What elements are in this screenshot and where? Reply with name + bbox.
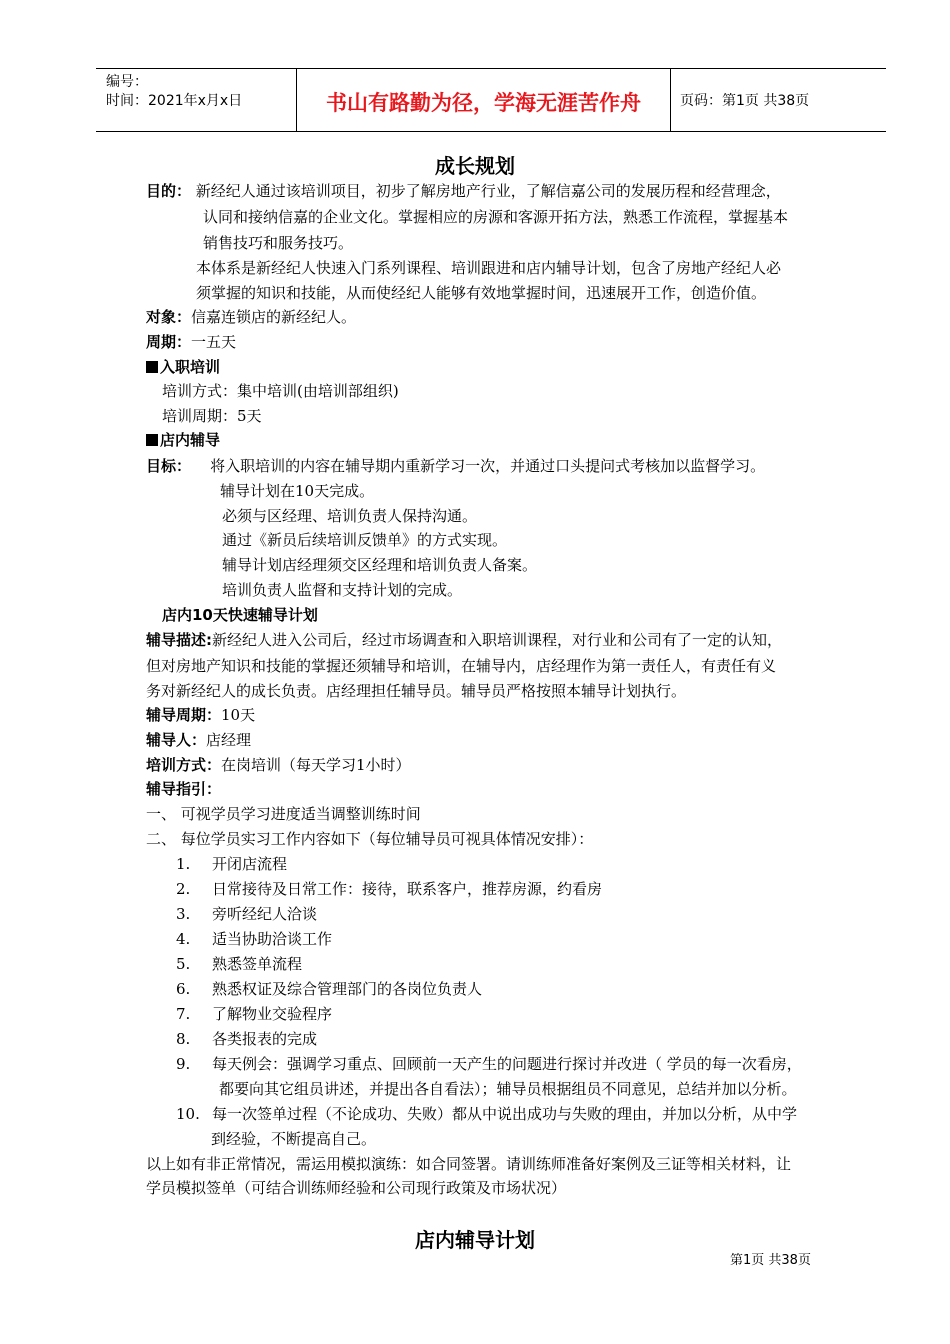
goal-line-1	[146, 456, 765, 476]
list-item-text: 熟悉权证及综合管理部门的各岗位负责人	[212, 980, 483, 998]
list-item	[176, 879, 602, 899]
list-item	[176, 979, 482, 999]
header-page-number: 页码：第1页 共38页	[680, 93, 810, 109]
list-item-text: 熟悉签单流程	[212, 955, 303, 973]
purpose-text-1: 新经纪人通过该培训项目，初步了解房地产行业，了解信嘉公司的发展历程和经营理念，	[195, 182, 781, 200]
target-line	[146, 307, 356, 327]
purpose-line-1	[146, 181, 781, 201]
list-item-continuation: 都要向其它组员讲述，并提出各自看法）；辅导员根据组员不同意见，总结并加以分析。	[219, 1080, 797, 1098]
goal-line-4: 通过《新员后续培训反馈单》的方式实现。	[222, 531, 508, 549]
list-item	[176, 1029, 317, 1049]
square-bullet-icon	[146, 361, 158, 373]
plan-method-label: 培训方式：	[146, 756, 222, 774]
list-item-text: 开闭店流程	[212, 855, 288, 873]
purpose-line-3: 销售技巧和服务技巧。	[203, 234, 354, 252]
closing-line-1: 以上如有非正常情况，需运用模拟演练：如合同签署。请训练师准备好案例及三证等相关材料，让	[146, 1155, 792, 1173]
list-item-number: 7.	[176, 1005, 191, 1023]
list-item-text: 日常接待及日常工作：接待，联系客户，推荐房源，约看房	[212, 880, 603, 898]
plan-desc-line-1	[146, 630, 782, 650]
list-item-number: 5.	[176, 955, 191, 973]
list-item	[176, 1104, 797, 1124]
goal-line-2: 辅导计划在10天完成。	[220, 482, 375, 500]
list-item-text: 每一次签单过程（不论成功、失败）都从中说出成功与失败的理由，并加以分析，从中学	[212, 1105, 798, 1123]
list-item-number: 2.	[176, 880, 191, 898]
header-page-cell	[670, 69, 886, 131]
list-item-text: 各类报表的完成	[212, 1030, 318, 1048]
period-text: 一五天	[191, 333, 237, 351]
plan-cycle-label: 辅导周期：	[146, 706, 222, 724]
store-heading	[146, 430, 220, 450]
plan-cycle-line	[146, 705, 255, 725]
list-item-text: 适当协助洽谈工作	[212, 930, 333, 948]
list-item-number: 3.	[176, 905, 191, 923]
list-item-number: 9.	[176, 1055, 191, 1073]
section-title: 店内辅导计划	[415, 1228, 535, 1252]
header-motto-cell	[296, 69, 671, 131]
period-line	[146, 332, 236, 352]
onboarding-cycle: 培训周期：5天	[162, 407, 262, 425]
plan-tutor-text: 店经理	[206, 731, 252, 749]
onboarding-method: 培训方式：集中培训(由培训部组织)	[162, 382, 399, 400]
plan-tutor-label: 辅导人：	[146, 731, 207, 749]
store-heading-text: 店内辅导	[160, 431, 221, 449]
footer-page-number: 第1页 共38页	[730, 1253, 811, 1268]
list-item	[176, 904, 317, 924]
onboarding-heading	[146, 357, 220, 377]
purpose-label: 目的：	[146, 182, 192, 200]
goal-label: 目标：	[146, 457, 192, 475]
plan-desc-line-3: 务对新经纪人的成长负责。店经理担任辅导员。辅导员严格按照本辅导计划执行。	[146, 682, 687, 700]
doc-number-label: 编号：	[106, 74, 148, 90]
goal-line-6: 培训负责人监督和支持计划的完成。	[222, 581, 463, 599]
list-item	[176, 954, 302, 974]
list-item-text: 旁听经纪人洽谈	[212, 905, 318, 923]
goal-line-3: 必须与区经理、培训负责人保持沟通。	[222, 507, 478, 525]
list-item-number: 1.	[176, 855, 191, 873]
plan-method-line	[146, 755, 411, 775]
goal-text-1: 将入职培训的内容在辅导期内重新学习一次，并通过口头提问式考核加以监督学习。	[210, 457, 766, 475]
header-left-cell	[96, 69, 296, 131]
square-bullet-icon	[146, 434, 158, 446]
closing-line-2: 学员模拟签单（可结合训练师经验和公司现行政策及市场状况）	[146, 1179, 567, 1197]
list-item	[176, 1054, 802, 1074]
list-item-number: 10.	[176, 1105, 200, 1123]
guide-line-1: 一、 可视学员学习进度适当调整训练时间	[146, 805, 421, 823]
plan-guide-label: 辅导指引：	[146, 780, 222, 798]
page-title: 成长规划	[435, 154, 515, 178]
list-item-text: 每天例会：强调学习重点、回顾前一天产生的问题进行探讨并改进（ 学员的每一次看房，	[212, 1055, 802, 1073]
purpose-line-5: 须掌握的知识和技能，从而使经纪人能够有效地掌握时间，迅速展开工作，创造价值。	[196, 284, 767, 302]
list-item-number: 4.	[176, 930, 191, 948]
list-item-number: 6.	[176, 980, 191, 998]
onboarding-heading-text: 入职培训	[160, 358, 221, 376]
list-item-continuation: 到经验，不断提高自己。	[211, 1130, 377, 1148]
plan-method-text: 在岗培训（每天学习1小时）	[221, 756, 411, 774]
guide-line-2: 二、 每位学员实习工作内容如下（每位辅导员可视具体情况安排）：	[146, 830, 594, 848]
doc-date: 时间：2021年x月x日	[106, 93, 243, 109]
period-label: 周期：	[146, 333, 192, 351]
goal-line-5: 辅导计划店经理须交区经理和培训负责人备案。	[222, 556, 538, 574]
plan-desc-text-1: 新经纪人进入公司后，经过市场调查和入职培训课程，对行业和公司有了一定的认知，	[212, 631, 783, 649]
target-text: 信嘉连锁店的新经纪人。	[191, 308, 357, 326]
list-item	[176, 929, 332, 949]
header-motto: 书山有路勤为径，学海无涯苦作舟	[326, 91, 641, 115]
list-item-number: 8.	[176, 1030, 191, 1048]
header-table	[96, 68, 886, 132]
purpose-line-4: 本体系是新经纪人快速入门系列课程、培训跟进和店内辅导计划，包含了房地产经纪人必	[196, 259, 782, 277]
plan-desc-label: 辅导描述:	[146, 631, 212, 649]
purpose-line-2: 认同和接纳信嘉的企业文化。掌握相应的房源和客源开拓方法，熟悉工作流程，掌握基本	[203, 208, 789, 226]
list-item-text: 了解物业交验程序	[212, 1005, 333, 1023]
list-item	[176, 854, 287, 874]
plan-desc-line-2: 但对房地产知识和技能的掌握还须辅导和培训，在辅导内，店经理作为第一责任人，有责任有义	[146, 657, 777, 675]
target-label: 对象：	[146, 308, 192, 326]
list-item	[176, 1004, 332, 1024]
plan-cycle-text: 10天	[221, 706, 256, 724]
plan-heading: 店内10天快速辅导计划	[162, 606, 318, 624]
plan-tutor-line	[146, 730, 251, 750]
